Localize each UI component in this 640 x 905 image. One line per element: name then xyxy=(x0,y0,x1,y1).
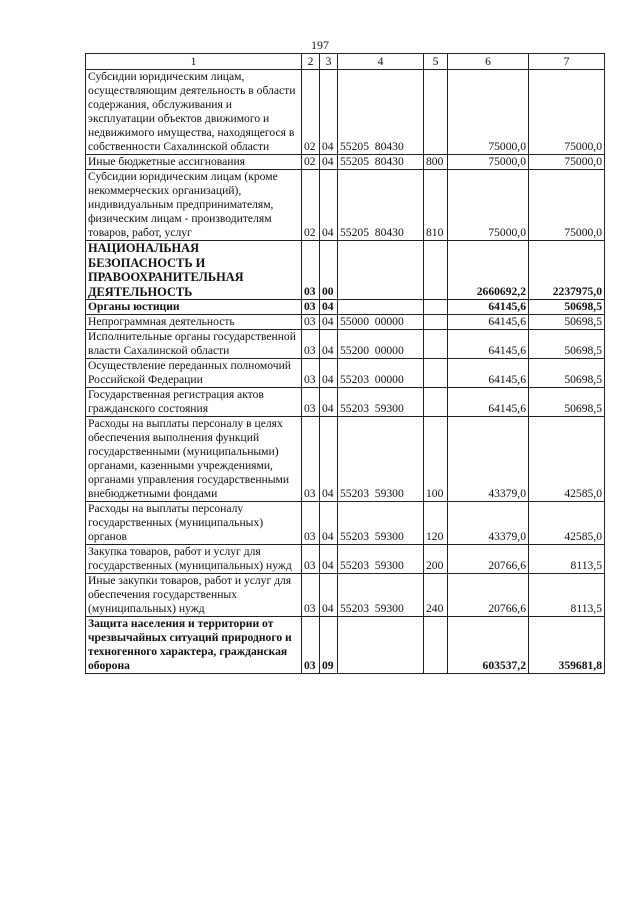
table-row xyxy=(86,545,605,574)
row-name: Осуществление переданных полномочий Российской Федерации xyxy=(86,359,302,388)
row-subsection-code: 04 xyxy=(320,388,338,417)
row-target-article: 55205 80430 xyxy=(338,70,424,155)
row-section-code: 03 xyxy=(302,502,320,545)
row-section-code: 03 xyxy=(302,574,320,617)
header-col-1: 1 xyxy=(86,54,302,70)
row-amount-col7: 50698,5 xyxy=(529,388,605,417)
row-amount-col6: 20766,6 xyxy=(448,574,529,617)
row-target-article: 55203 59300 xyxy=(338,545,424,574)
header-col-4: 4 xyxy=(338,54,424,70)
row-target-article xyxy=(338,300,424,315)
row-name: Исполнительные органы государственной власти Сахалинской области xyxy=(86,330,302,359)
table-row xyxy=(86,388,605,417)
budget-table xyxy=(85,53,605,674)
row-expense-type xyxy=(424,241,448,300)
row-name: Закупка товаров, работ и услуг для государственных (муниципальных) нужд xyxy=(86,545,302,574)
row-subsection-code: 04 xyxy=(320,330,338,359)
row-amount-col7: 8113,5 xyxy=(529,545,605,574)
row-amount-col7: 2237975,0 xyxy=(529,241,605,300)
header-row xyxy=(86,54,605,70)
row-subsection-code: 04 xyxy=(320,300,338,315)
table-row xyxy=(86,574,605,617)
row-name: Государственная регистрация актов гражданского состояния xyxy=(86,388,302,417)
table-row xyxy=(86,170,605,241)
row-section-code: 03 xyxy=(302,300,320,315)
row-expense-type: 240 xyxy=(424,574,448,617)
row-section-code: 02 xyxy=(302,170,320,241)
row-target-article xyxy=(338,241,424,300)
table-row xyxy=(86,315,605,330)
row-name: Субсидии юридическим лицам (кроме некоммерческих организаций), индивидуальным предпринимателям, физическим лицам - производителям товаров, работ, услуг xyxy=(86,170,302,241)
row-amount-col6: 75000,0 xyxy=(448,70,529,155)
row-amount-col6: 43379,0 xyxy=(448,502,529,545)
row-name: Субсидии юридическим лицам, осуществляющим деятельность в области содержания, обслуживания и эксплуатации объектов движимого и недвижимого имущества, находящегося в собственности Сахалинской области xyxy=(86,70,302,155)
row-amount-col7: 50698,5 xyxy=(529,359,605,388)
row-expense-type xyxy=(424,359,448,388)
row-name: Защита населения и территории от чрезвычайных ситуаций природного и техногенного характера, гражданская оборона xyxy=(86,617,302,674)
row-name: Непрограммная деятельность xyxy=(86,315,302,330)
row-amount-col6: 64145,6 xyxy=(448,359,529,388)
table-row xyxy=(86,417,605,502)
row-amount-col6: 2660692,2 xyxy=(448,241,529,300)
row-target-article: 55203 59300 xyxy=(338,502,424,545)
row-expense-type xyxy=(424,70,448,155)
row-name: НАЦИОНАЛЬНАЯ БЕЗОПАСНОСТЬ И ПРАВООХРАНИТЕЛЬНАЯ ДЕЯТЕЛЬНОСТЬ xyxy=(86,241,302,300)
row-subsection-code: 04 xyxy=(320,170,338,241)
row-section-code: 03 xyxy=(302,241,320,300)
table-row xyxy=(86,330,605,359)
row-amount-col6: 75000,0 xyxy=(448,155,529,170)
row-target-article: 55000 00000 xyxy=(338,315,424,330)
row-expense-type xyxy=(424,330,448,359)
row-subsection-code: 04 xyxy=(320,315,338,330)
row-subsection-code: 09 xyxy=(320,617,338,674)
row-section-code: 03 xyxy=(302,315,320,330)
row-subsection-code: 04 xyxy=(320,155,338,170)
row-expense-type: 200 xyxy=(424,545,448,574)
header-col-5: 5 xyxy=(424,54,448,70)
row-amount-col7: 75000,0 xyxy=(529,155,605,170)
row-expense-type xyxy=(424,300,448,315)
row-expense-type xyxy=(424,388,448,417)
header-col-6: 6 xyxy=(448,54,529,70)
row-section-code: 02 xyxy=(302,70,320,155)
table-row xyxy=(86,241,605,300)
row-subsection-code: 04 xyxy=(320,502,338,545)
row-section-code: 03 xyxy=(302,617,320,674)
row-section-code: 03 xyxy=(302,545,320,574)
header-col-3: 3 xyxy=(320,54,338,70)
row-section-code: 02 xyxy=(302,155,320,170)
row-target-article: 55205 80430 xyxy=(338,170,424,241)
row-name: Иные закупки товаров, работ и услуг для обеспечения государственных (муниципальных) нужд xyxy=(86,574,302,617)
row-amount-col7: 75000,0 xyxy=(529,170,605,241)
row-amount-col7: 50698,5 xyxy=(529,315,605,330)
row-amount-col7: 42585,0 xyxy=(529,502,605,545)
row-amount-col6: 75000,0 xyxy=(448,170,529,241)
row-target-article: 55205 80430 xyxy=(338,155,424,170)
row-section-code: 03 xyxy=(302,388,320,417)
table-row xyxy=(86,617,605,674)
header-col-7: 7 xyxy=(529,54,605,70)
row-target-article: 55200 00000 xyxy=(338,330,424,359)
table-row xyxy=(86,155,605,170)
row-target-article: 55203 59300 xyxy=(338,388,424,417)
row-amount-col6: 64145,6 xyxy=(448,330,529,359)
row-target-article: 55203 00000 xyxy=(338,359,424,388)
row-target-article xyxy=(338,617,424,674)
row-amount-col7: 50698,5 xyxy=(529,300,605,315)
table-row xyxy=(86,300,605,315)
row-name: Иные бюджетные ассигнования xyxy=(86,155,302,170)
row-amount-col6: 20766,6 xyxy=(448,545,529,574)
row-amount-col7: 75000,0 xyxy=(529,70,605,155)
row-subsection-code: 04 xyxy=(320,359,338,388)
row-amount-col6: 64145,6 xyxy=(448,315,529,330)
row-subsection-code: 04 xyxy=(320,545,338,574)
row-expense-type: 120 xyxy=(424,502,448,545)
row-section-code: 03 xyxy=(302,417,320,502)
table-row xyxy=(86,502,605,545)
row-amount-col7: 50698,5 xyxy=(529,330,605,359)
row-amount-col6: 43379,0 xyxy=(448,417,529,502)
row-expense-type: 100 xyxy=(424,417,448,502)
row-amount-col6: 64145,6 xyxy=(448,300,529,315)
row-section-code: 03 xyxy=(302,359,320,388)
row-amount-col7: 42585,0 xyxy=(529,417,605,502)
row-amount-col6: 603537,2 xyxy=(448,617,529,674)
row-subsection-code: 04 xyxy=(320,70,338,155)
row-name: Органы юстиции xyxy=(86,300,302,315)
row-section-code: 03 xyxy=(302,330,320,359)
table-row xyxy=(86,359,605,388)
row-name: Расходы на выплаты персоналу государственных (муниципальных) органов xyxy=(86,502,302,545)
header-col-2: 2 xyxy=(302,54,320,70)
row-amount-col7: 359681,8 xyxy=(529,617,605,674)
row-subsection-code: 00 xyxy=(320,241,338,300)
row-expense-type xyxy=(424,617,448,674)
page-number: 197 xyxy=(311,38,329,52)
row-target-article: 55203 59300 xyxy=(338,417,424,502)
row-amount-col7: 8113,5 xyxy=(529,574,605,617)
row-expense-type: 810 xyxy=(424,170,448,241)
row-amount-col6: 64145,6 xyxy=(448,388,529,417)
row-expense-type xyxy=(424,315,448,330)
row-target-article: 55203 59300 xyxy=(338,574,424,617)
row-expense-type: 800 xyxy=(424,155,448,170)
row-name: Расходы на выплаты персоналу в целях обеспечения выполнения функций государственными (муниципальными) органами, казенными учреждениями, органами управления государственными внебюджетными фондами xyxy=(86,417,302,502)
row-subsection-code: 04 xyxy=(320,574,338,617)
row-subsection-code: 04 xyxy=(320,417,338,502)
table-row xyxy=(86,70,605,155)
